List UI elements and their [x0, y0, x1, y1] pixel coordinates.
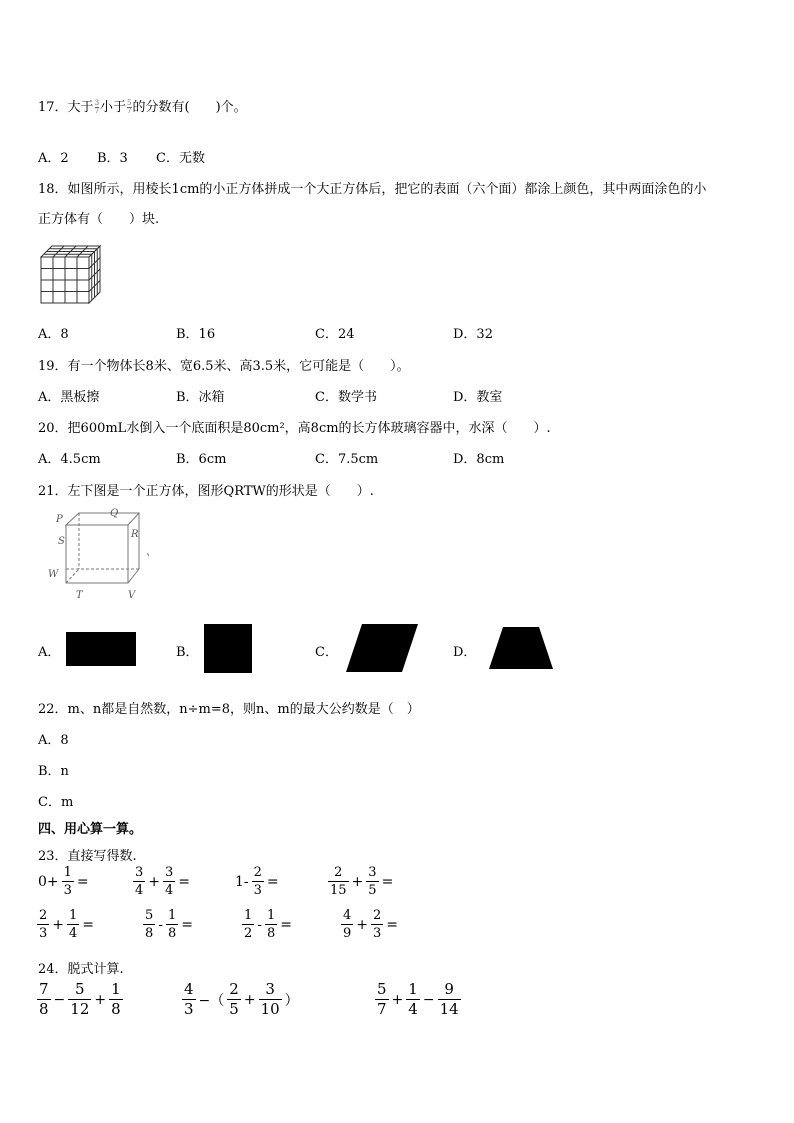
cube-stray-mark: 、 [146, 547, 156, 558]
frac-numerator: 1 [267, 908, 276, 923]
cube-label-s: S [58, 536, 65, 547]
q20-option-d[interactable]: D．8cm [453, 452, 505, 467]
frac-numerator: 3 [94, 99, 100, 107]
equals-sign: = [266, 873, 279, 890]
q24-title: 24．脱式计算. [38, 962, 124, 977]
operator: - [257, 916, 263, 933]
q20-option-c[interactable]: C．7.5cm [315, 452, 379, 467]
operator: - [158, 916, 164, 933]
operator: + [351, 873, 364, 890]
frac-denominator: 10 [260, 1000, 280, 1018]
frac-numerator: 2 [373, 908, 382, 923]
frac-denominator: 5 [229, 1000, 239, 1018]
frac-denominator: 14 [439, 1000, 459, 1018]
frac-denominator: 8 [145, 926, 154, 941]
cube-label-q: Q [110, 508, 119, 519]
frac-denominator: 3 [253, 883, 262, 898]
equals-sign: = [82, 916, 95, 933]
frac-denominator: 8 [267, 926, 276, 941]
q18-line1: 18．如图所示，用棱长1cm的小正方体拼成一个大正方体后，把它的表面（六个面）都涂上颜色，其中两面涂色的小 [38, 182, 707, 197]
q17-option-c[interactable]: C．无数 [156, 151, 205, 166]
operator: + [391, 991, 404, 1008]
operator: − [53, 991, 66, 1008]
frac-denominator: 12 [70, 1000, 90, 1018]
equals-sign: = [386, 916, 399, 933]
frac-numerator: 1 [63, 865, 72, 880]
frac-numerator: 5 [127, 99, 132, 107]
close-paren: ） [284, 992, 299, 1009]
q17-option-a[interactable]: A．2 [38, 151, 69, 166]
option-a-rectangle-shape[interactable] [66, 632, 136, 666]
frac-numerator: 5 [145, 908, 154, 923]
q23-item-r1c1 [36, 866, 91, 897]
q17-frac2 [127, 100, 131, 115]
equals-sign: = [280, 916, 293, 933]
frac-denominator: 7 [377, 1000, 387, 1018]
q18-option-b[interactable]: B．16 [176, 327, 216, 342]
q20-option-a[interactable]: A．4.5cm [38, 452, 101, 467]
cube-label-t: T [76, 590, 83, 601]
q19-option-c[interactable]: C．数学书 [315, 390, 377, 405]
frac-denominator: 9 [343, 926, 352, 941]
frac-numerator: 2 [253, 865, 262, 880]
frac-denominator: 3 [373, 926, 382, 941]
option-d-trapezoid-shape[interactable] [489, 627, 553, 669]
operator: + [356, 916, 369, 933]
frac-denominator: 2 [244, 926, 253, 941]
equals-sign: = [76, 873, 89, 890]
section-heading: 四、用心算一算。 [38, 822, 143, 837]
q23-item-r1c3 [233, 866, 281, 897]
operator: + [94, 991, 107, 1008]
frac-numerator: 5 [377, 980, 387, 998]
option-c-parallelogram-shape[interactable] [346, 624, 418, 672]
frac-numerator: 9 [444, 980, 454, 998]
q21-line: 21．左下图是一个正方体，图形QRTW的形状是（ ）. [38, 484, 374, 499]
q23-item-r2c2 [142, 909, 195, 940]
frac-numerator: 4 [184, 980, 194, 998]
frac-numerator: 5 [75, 980, 85, 998]
q17-frac1 [95, 100, 99, 115]
frac-numerator: 1 [244, 908, 253, 923]
equals-sign: = [181, 916, 194, 933]
q23-item-r1c2 [132, 866, 192, 897]
frac-denominator: 8 [111, 1000, 121, 1018]
q24-expression-3 [374, 982, 462, 1017]
frac-denominator: 7 [94, 107, 100, 115]
q17-text-b: 小于 [100, 100, 127, 115]
q17-option-b[interactable]: B．3 [97, 151, 128, 166]
q22-line: 22．m、n都是自然数，n÷m=8，则n、m的最大公约数是（ ） [38, 702, 420, 717]
q19-option-b[interactable]: B．冰箱 [176, 390, 225, 405]
frac-denominator: 3 [63, 883, 72, 898]
frac-numerator: 1 [408, 980, 418, 998]
equals-sign: = [381, 873, 394, 890]
frac-numerator: 7 [39, 980, 49, 998]
operator: + [243, 991, 256, 1008]
q18-option-c[interactable]: C．24 [315, 327, 355, 342]
q23-title: 23．直接写得数. [38, 849, 137, 864]
frac-denominator: 4 [165, 883, 174, 898]
frac-denominator: 4 [69, 926, 78, 941]
cube-label-w: W [48, 569, 59, 580]
equals-sign: = [178, 873, 191, 890]
q23-item-r2c3 [241, 909, 294, 940]
q17-text-a: 大于 [67, 100, 94, 115]
q22-option-a[interactable]: A．8 [38, 733, 69, 748]
q17-line [38, 96, 247, 115]
frac-numerator: 4 [343, 908, 352, 923]
frac-denominator: 4 [408, 1000, 418, 1018]
operator: 0+ [38, 873, 59, 890]
q23-item-r1c4 [327, 866, 395, 897]
q22-option-c[interactable]: C．m [38, 795, 74, 810]
frac-denominator: 15 [330, 883, 347, 898]
q20-line: 20．把600mL水倒入一个底面积是80cm²，高8cm的长方体玻璃容器中，水深（ ）. [38, 421, 551, 436]
cube-qrtw-figure [44, 505, 156, 603]
frac-numerator: 1 [111, 980, 121, 998]
frac-numerator: 2 [229, 980, 239, 998]
cube-label-v: V [128, 590, 136, 601]
frac-numerator: 3 [368, 865, 377, 880]
q22-option-b[interactable]: B．n [38, 764, 69, 779]
q17-text-c: 的分数有( )个。 [132, 100, 247, 115]
frac-denominator: 7 [127, 107, 132, 115]
q21-option-b[interactable]: B． [176, 645, 199, 660]
operator: − [422, 991, 435, 1008]
q20-option-b[interactable]: B．6cm [176, 452, 227, 467]
frac-denominator: 5 [368, 883, 377, 898]
cube-label-p: P [56, 514, 63, 525]
q19-line: 19．有一个物体长8米、宽6.5米、高3.5米，它可能是（ ）。 [38, 359, 410, 374]
q19-option-a[interactable]: A．黑板擦 [38, 390, 100, 405]
operator: 1- [235, 873, 249, 890]
q18-line2: 正方体有（ ）块. [38, 212, 160, 227]
frac-denominator: 4 [135, 883, 144, 898]
frac-numerator: 2 [39, 908, 48, 923]
operator: + [52, 916, 65, 933]
frac-numerator: 3 [165, 865, 174, 880]
frac-denominator: 3 [184, 1000, 194, 1018]
q18-option-a[interactable]: A．8 [38, 327, 69, 342]
q23-item-r2c4 [340, 909, 400, 940]
q19-option-d[interactable]: D．教室 [453, 390, 503, 405]
q21-option-d[interactable]: D． [453, 645, 477, 660]
q17-number: 17． [38, 100, 68, 115]
frac-numerator: 1 [69, 908, 78, 923]
frac-numerator: 3 [135, 865, 144, 880]
option-b-square-shape[interactable] [204, 624, 252, 673]
operator: −（ [198, 992, 225, 1009]
frac-numerator: 1 [168, 908, 177, 923]
q24-expression-2 [181, 982, 301, 1017]
q21-option-a[interactable]: A． [38, 645, 61, 660]
cube-grid-figure [38, 243, 104, 305]
frac-denominator: 8 [39, 1000, 49, 1018]
q24-expression-1 [36, 982, 124, 1017]
q21-option-c[interactable]: C． [315, 645, 338, 660]
q18-option-d[interactable]: D．32 [453, 327, 493, 342]
frac-numerator: 3 [265, 980, 275, 998]
frac-numerator: 2 [334, 865, 343, 880]
q23-item-r2c1 [36, 909, 96, 940]
cube-label-r: R [131, 529, 139, 540]
frac-denominator: 8 [168, 926, 177, 941]
frac-denominator: 3 [39, 926, 48, 941]
operator: + [148, 873, 161, 890]
